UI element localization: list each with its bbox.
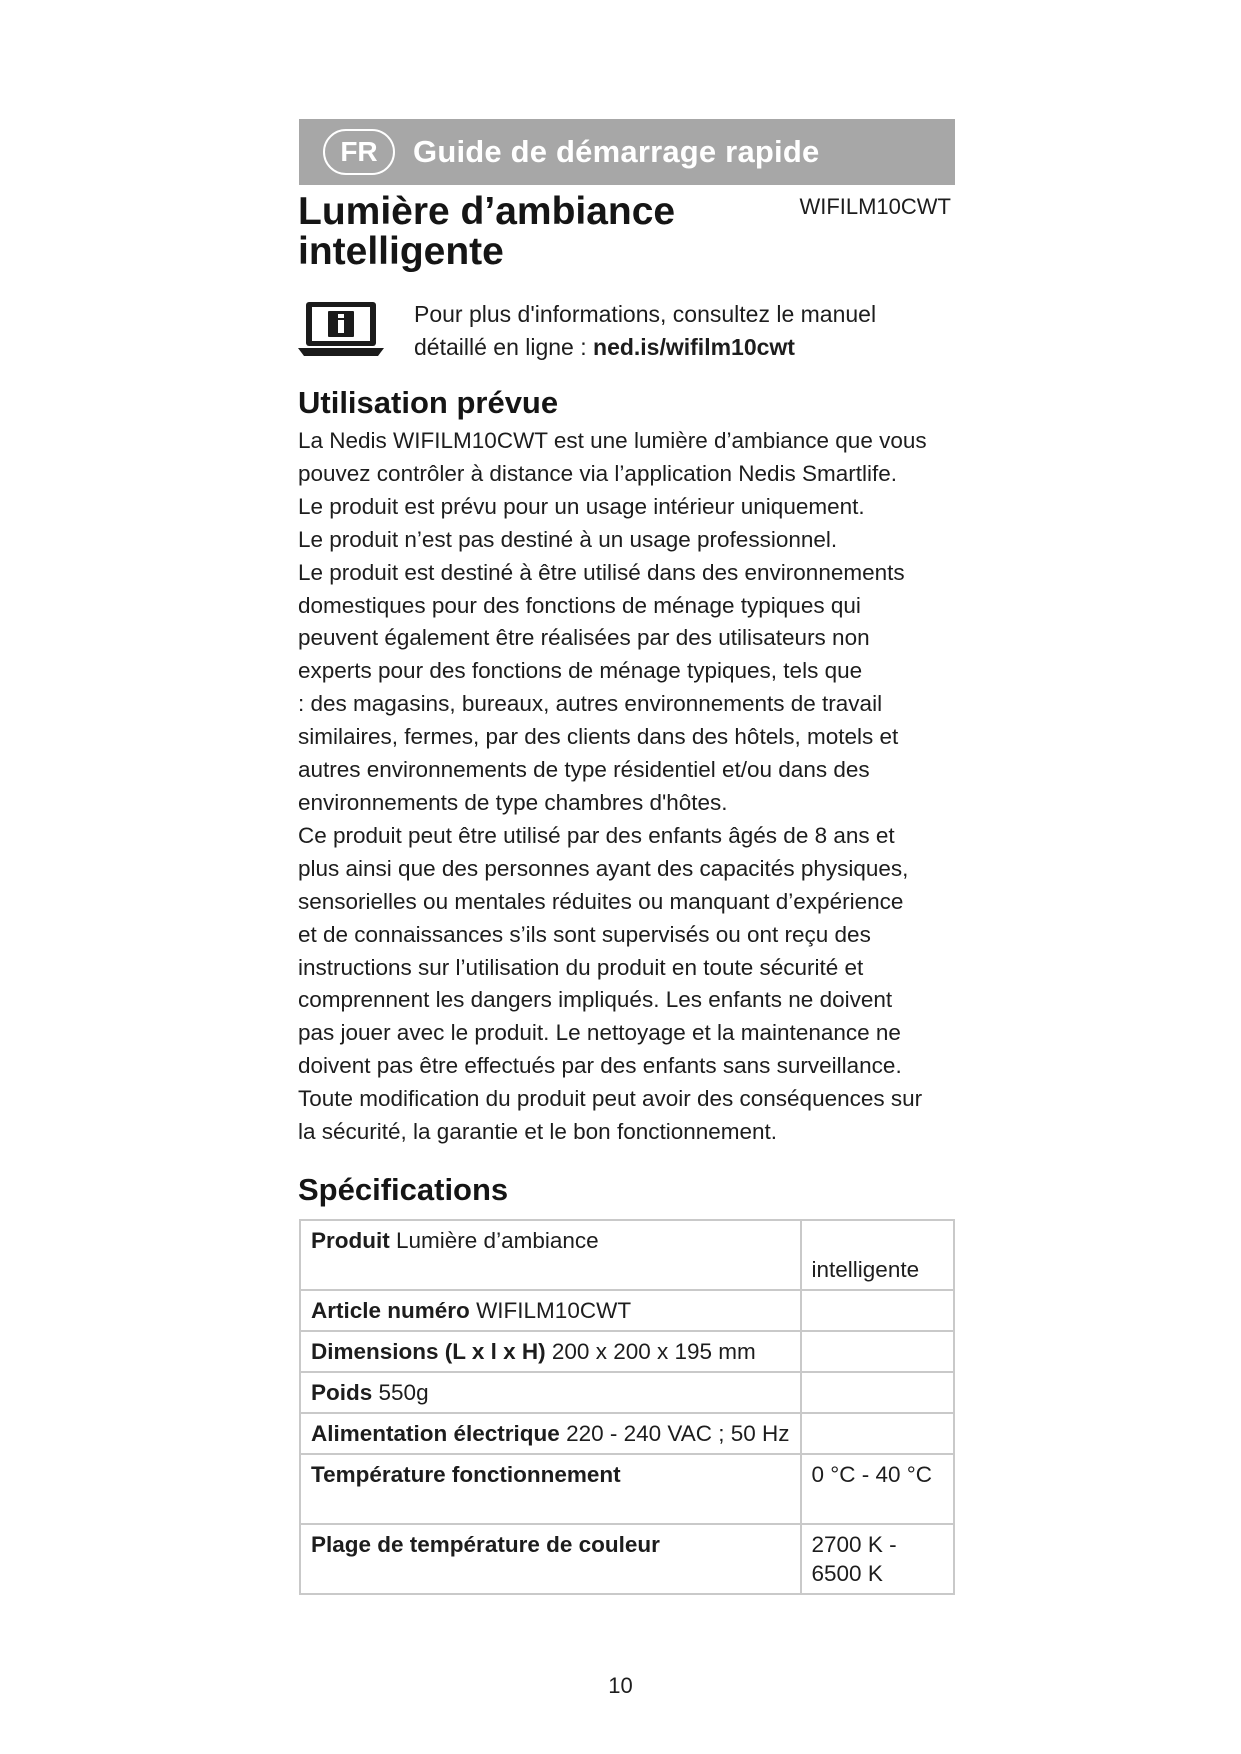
intended-use-text <box>298 425 968 1149</box>
product-title-line-2: intelligente <box>298 230 504 273</box>
spec-label-cell <box>300 1413 801 1454</box>
intended-use-line: La Nedis WIFILM10CWT est une lumière d’ambiance que vous <box>298 428 927 453</box>
laptop-info-icon <box>298 300 384 358</box>
intended-use-line: similaires, fermes, par des clients dans des hôtels, motels et <box>298 724 899 750</box>
intended-use-line: environnements de type chambres d'hôtes. <box>298 789 728 815</box>
online-manual-note <box>414 298 954 364</box>
intended-use-heading: Utilisation prévue <box>298 385 559 420</box>
specifications-table <box>299 1219 955 1595</box>
intended-use-line: comprennent les dangers impliqués. Les enfants ne doivent <box>298 987 893 1013</box>
online-manual-line-1: Pour plus d'informations, consultez le manuel <box>414 301 877 327</box>
spec-label-cell <box>300 1454 801 1524</box>
intended-use-line: Le produit est destiné à être utilisé dans des environnements <box>298 559 905 585</box>
intended-use-line: Le produit n’est pas destiné à un usage professionnel. <box>298 526 838 552</box>
table-row <box>300 1220 954 1290</box>
intended-use-line: plus ainsi que des personnes ayant des capacités physiques, <box>298 855 909 881</box>
spec-value-cell <box>801 1331 954 1372</box>
spec-label-cell <box>300 1524 801 1594</box>
spec-label: Plage de température de couleur <box>311 1532 660 1557</box>
spec-value: intelligente <box>811 1257 920 1282</box>
spec-label: Alimentation électrique <box>311 1421 560 1446</box>
banner-title: Guide de démarrage rapide <box>413 134 820 169</box>
spec-label-cell <box>300 1220 801 1290</box>
model-code: WIFILM10CWT <box>799 194 951 219</box>
product-title <box>298 192 758 272</box>
specifications-heading: Spécifications <box>298 1172 509 1207</box>
intended-use-line: pas jouer avec le produit. Le nettoyage et la maintenance ne <box>298 1020 901 1046</box>
intended-use-line: la sécurité, la garantie et le bon fonctionnement. <box>298 1119 778 1145</box>
quick-start-banner <box>299 119 955 185</box>
intended-use-line: pouvez contrôler à distance via l’application Nedis Smartlife. <box>298 460 898 486</box>
intended-use-line: instructions sur l’utilisation du produit en toute sécurité et <box>298 954 864 980</box>
intended-use-line: doivent pas être effectués par des enfants sans surveillance. <box>298 1053 902 1079</box>
intended-use-line: autres environnements de type résidentiel et/ou dans des <box>298 757 870 783</box>
spec-label-cell <box>300 1290 801 1331</box>
spec-label-cell <box>300 1331 801 1372</box>
spec-value-cell <box>801 1413 954 1454</box>
product-title-line-1: Lumière d’ambiance <box>298 190 676 233</box>
spec-value-cell <box>801 1290 954 1331</box>
intended-use-line: sensorielles ou mentales réduites ou manquant d’expérience <box>298 888 904 914</box>
table-row <box>300 1454 954 1524</box>
intended-use-line: Ce produit peut être utilisé par des enfants âgés de 8 ans et <box>298 822 895 848</box>
table-row <box>300 1413 954 1454</box>
intended-use-line: domestiques pour des fonctions de ménage typiques qui <box>298 592 861 618</box>
spec-value-inline: 550g <box>378 1380 429 1405</box>
spec-value-cell <box>801 1220 954 1290</box>
spec-value-cell <box>801 1372 954 1413</box>
intended-use-line: peuvent également être réalisées par des utilisateurs non <box>298 625 870 651</box>
online-manual-link[interactable]: ned.is/wifilm10cwt <box>593 334 795 360</box>
spec-label: Température fonctionnement <box>311 1462 621 1487</box>
online-manual-prefix: détaillé en ligne : <box>414 334 594 360</box>
table-row <box>300 1524 954 1594</box>
intended-use-line: Toute modification du produit peut avoir des conséquences sur <box>298 1086 923 1112</box>
intended-use-line: experts pour des fonctions de ménage typiques, tels que <box>298 658 863 684</box>
table-row <box>300 1331 954 1372</box>
spec-value: 0 °C - 40 °C <box>811 1462 933 1487</box>
spec-label: Article numéro <box>311 1298 470 1323</box>
spec-value-inline: WIFILM10CWT <box>476 1298 632 1323</box>
spec-value-inline: 200 x 200 x 195 mm <box>551 1339 756 1364</box>
spec-value-cell <box>801 1454 954 1524</box>
spec-label: Dimensions (L x l x H) <box>311 1339 546 1364</box>
intended-use-line: Le produit est prévu pour un usage intérieur uniquement. <box>298 493 865 519</box>
online-manual-line-2 <box>414 331 954 364</box>
page-number: 10 <box>608 1673 633 1698</box>
spec-label-cell <box>300 1372 801 1413</box>
spec-label: Poids <box>311 1380 373 1405</box>
language-badge: FR <box>323 129 395 175</box>
spec-value: 2700 K - 6500 K <box>811 1532 897 1586</box>
spec-value-inline: Lumière d’ambiance <box>396 1228 599 1253</box>
spec-value-inline: 220 - 240 VAC ; 50 Hz <box>566 1421 790 1446</box>
table-row <box>300 1290 954 1331</box>
table-row <box>300 1372 954 1413</box>
intended-use-line: : des magasins, bureaux, autres environnements de travail <box>298 691 883 717</box>
intended-use-line: et de connaissances s’ils sont supervisés ou ont reçu des <box>298 921 871 947</box>
spec-value-cell <box>801 1524 954 1594</box>
spec-label: Produit <box>311 1228 390 1253</box>
